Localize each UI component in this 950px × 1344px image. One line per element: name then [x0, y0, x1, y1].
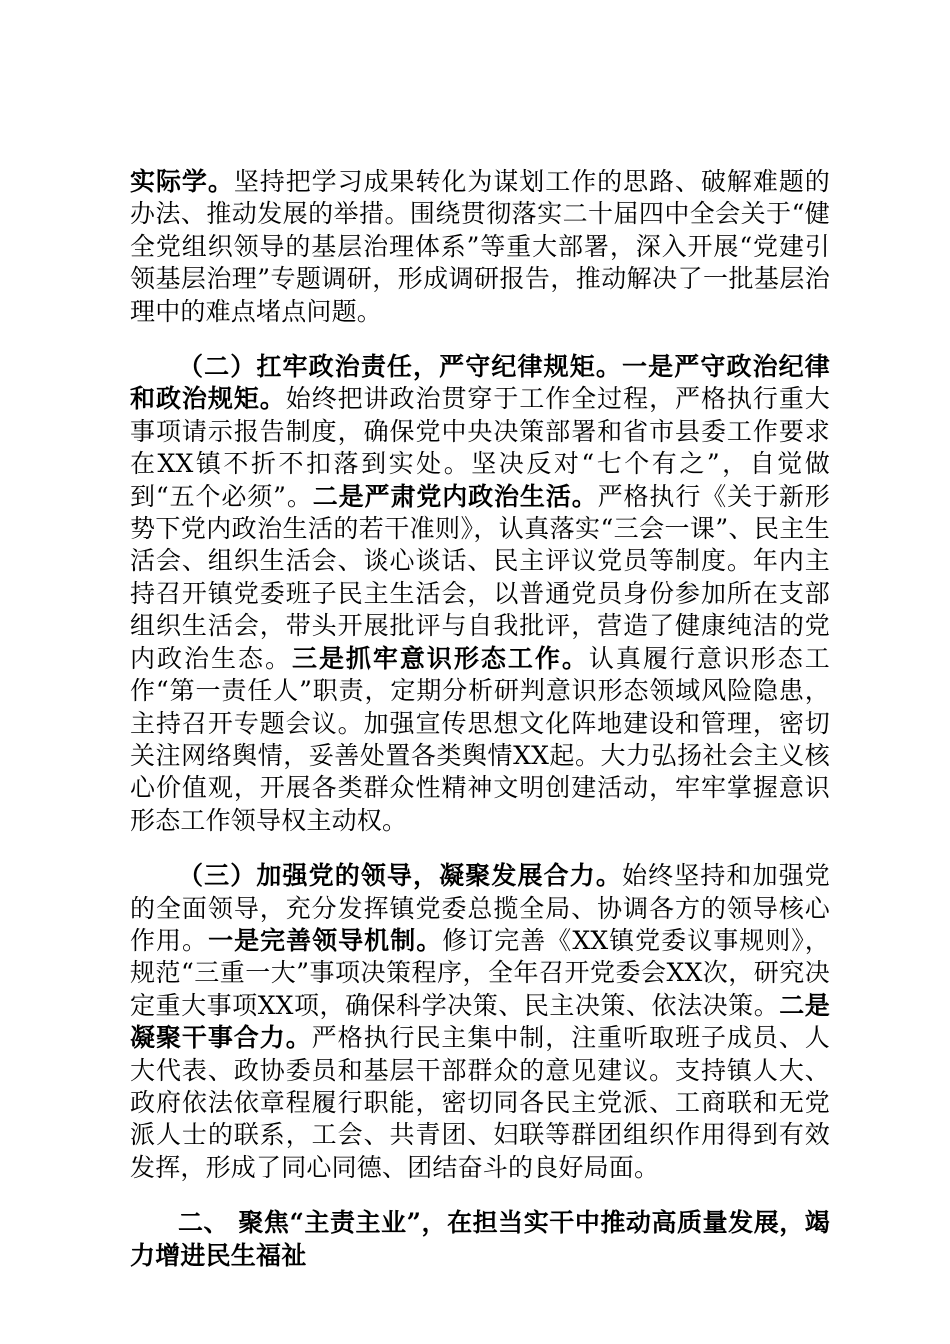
point-title: 二是严肃党内政治生活。	[312, 481, 598, 511]
subsection-heading: （三）加强党的领导，凝聚发展合力。	[178, 861, 622, 891]
paragraph-political-responsibility	[130, 351, 830, 837]
paragraph-intro: 始终坚持和加强党的全面领导，充分发挥镇党委总揽全局、协调各方的领导核心作用。	[130, 861, 830, 955]
point-body: 认真履行意识形态工作“第一责任人”职责，定期分析研判意识形态领域风险隐患，主持召开专题会议。加强宣传思想文化阵地建设和管理，密切关注网络舆情，妥善处置各类舆情XX起。大力弘扬社会主义核心价值观，开展各类群众性精神文明创建活动，牢牢掌握意识形态工作领导权主动权。	[130, 643, 830, 835]
point-body: 严格执行《关于新形势下党内政治生活的若干准则》，认真落实“三会一课”、民主生活会、组织生活会、谈心谈话、民主评议党员等制度。年内主持召开镇党委班子民主生活会，以普通党员身份参加所在支部组织生活会，带头开展批评与自我批评，营造了健康纯洁的党内政治生态。	[130, 481, 831, 673]
point-body: 始终把讲政治贯穿于工作全过程，严格执行重大事项请示报告制度，确保党中央决策部署和省市县委工作要求在XX镇不折不扣落到实处。坚决反对“七个有之”，自觉做到“五个必须”。	[130, 384, 831, 511]
point-title: 一是完善领导机制。	[208, 925, 443, 955]
point-title: 一是严守政治纪律和政治规矩。	[130, 352, 830, 414]
point-body: 修订完善《XX镇党委议事规则》，规范“三重一大”事项决策程序，全年召开党委会XX次，研究决定重大事项XX项，确保科学决策、民主决策、依法决策。	[130, 925, 830, 1020]
paragraph-study-practice	[130, 166, 830, 328]
point-body: 严格执行民主集中制，注重听取班子成员、人大代表、政协委员和基层干部群众的意见建议。支持镇人大、政府依法依章程履行职能，密切同各民主党派、工商联和无党派人士的联系，工会、共青团、妇联等群团组织作用得到有效发挥，形成了同心同德、团结奋斗的良好局面。	[130, 1023, 830, 1182]
paragraph-party-leadership	[130, 860, 830, 1184]
point-title: 三是抓牢意识形态工作。	[291, 643, 589, 673]
subsection-heading: （二）扛牢政治责任，严守纪律规矩。	[178, 352, 622, 382]
paragraph-body: 坚持把学习成果转化为谋划工作的思路、破解难题的办法、推动发展的举措。围绕贯彻落实二十届四中全会关于“健全党组织领导的基层治理体系”等重大部署，深入开展“党建引领基层治理”专题调研，形成调研报告，推动解决了一批基层治理中的难点堵点问题。	[130, 167, 830, 326]
point-title: 二是凝聚干事合力。	[130, 990, 830, 1053]
lead-phrase: 实际学。	[130, 167, 234, 196]
document-page	[130, 166, 830, 1272]
section-heading: 二、 聚焦“主责主业”，在担当实干中推动高质量发展，竭力增进民生福祉	[130, 1208, 830, 1270]
